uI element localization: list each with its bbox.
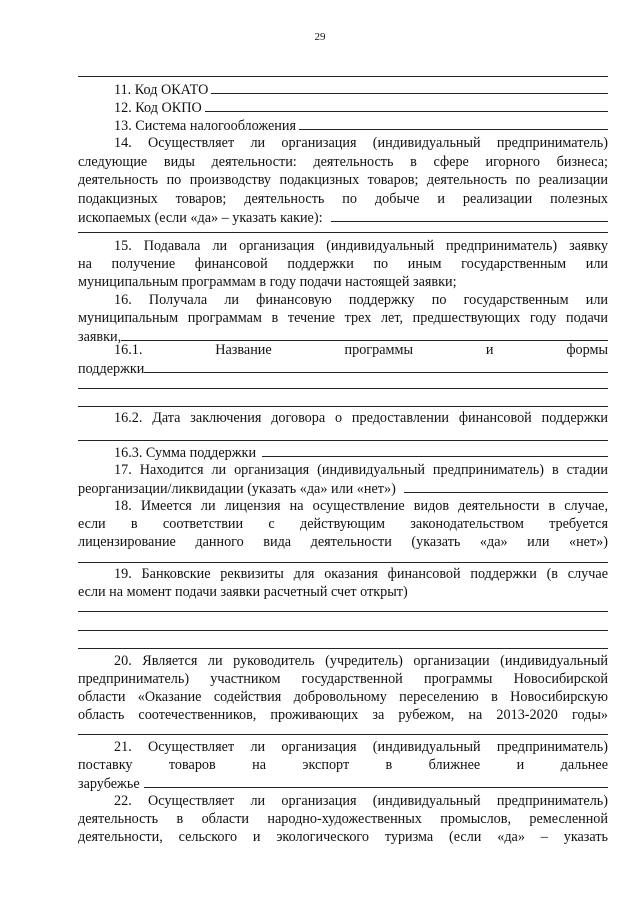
answer-line[interactable] <box>121 327 608 341</box>
q16-1-line-1 <box>114 341 608 360</box>
q22-line-1: 22. Осуществляет ли организация (индивидуальный предприниматель) <box>114 793 608 809</box>
q16-1-line-2 <box>78 359 608 379</box>
q17-line-2 <box>78 479 608 499</box>
q20-line-3: области «Оказание содействия добровольному переселению в Новосибирскую <box>78 689 608 705</box>
q16-line-1: 16. Получала ли финансовую поддержку по государственным или <box>114 292 608 308</box>
blank-line[interactable] <box>78 440 608 441</box>
answer-line[interactable] <box>262 443 608 457</box>
field-label: 11. Код ОКАТО <box>114 82 209 98</box>
field-label: поддержки <box>78 361 145 377</box>
q14-line-1: 14. Осуществляет ли организация (индивидуальный предприниматель) <box>114 135 608 151</box>
blank-line[interactable] <box>78 562 608 563</box>
q15-line-1: 15. Подавала ли организация (индивидуальный предприниматель) заявку <box>114 238 608 254</box>
answer-line[interactable] <box>299 116 608 130</box>
q22-line-3: деятельности, сельского и экологического туризма (если «да» – указать <box>78 829 608 845</box>
field-okpo <box>78 98 608 118</box>
q18-line-3: лицензирование данного вида деятельности (указать «да» или «нет») <box>78 534 608 550</box>
blank-line[interactable] <box>78 630 608 631</box>
field-label: реорганизации/ликвидации (указать «да» или «нет») <box>78 481 396 497</box>
field-label: 13. Система налогообложения <box>114 118 297 134</box>
q14-line-5 <box>78 208 608 228</box>
q20-line-4: область соотечественников, проживающих за рубежом, на 2013-2020 годы» <box>78 707 608 723</box>
q16-1-label: 16.1. Название программы и формы <box>114 342 608 358</box>
blank-line[interactable] <box>78 232 608 233</box>
q20-line-2: предприниматель) участником государственной программы Новосибирской <box>78 671 608 687</box>
field-tax-system <box>78 116 608 136</box>
q21-line-3 <box>78 774 608 794</box>
q16-line-2: муниципальным программам в течение трех лет, предшествующих году подачи <box>78 310 608 326</box>
q19-line-2: если на момент подачи заявки расчетный счет открыт) <box>78 584 408 600</box>
answer-line[interactable] <box>404 479 608 493</box>
field-label: заявки, <box>78 329 122 345</box>
q18-line-1: 18. Имеется ли лицензия на осуществление видов деятельности в случае, <box>114 498 608 514</box>
q17-line-1: 17. Находится ли организация (индивидуальный предприниматель) в стадии <box>114 462 608 478</box>
answer-line[interactable] <box>211 80 608 94</box>
field-okato <box>78 80 608 100</box>
blank-line[interactable] <box>78 734 608 735</box>
answer-line[interactable] <box>144 359 608 373</box>
field-label: ископаемых (если «да» – указать какие): <box>78 210 323 226</box>
blank-line[interactable] <box>78 388 608 389</box>
q16-2-line-1: 16.2. Дата заключения договора о предоставлении финансовой поддержки <box>114 410 608 426</box>
q18-line-2: если в соответствии с действующим законодательством требуется <box>78 516 608 532</box>
blank-line <box>78 76 608 77</box>
q21-line-2: поставку товаров на экспорт в ближнее и дальнее <box>78 757 608 773</box>
answer-line[interactable] <box>205 98 608 112</box>
field-label: 12. Код ОКПО <box>114 100 202 116</box>
q15-line-2: на получение финансовой поддержки по иным государственным или <box>78 256 608 272</box>
q14-line-3: деятельность по производству подакцизных товаров; деятельность по реализации <box>78 172 608 188</box>
blank-line[interactable] <box>78 648 608 649</box>
page-number: 29 <box>314 31 326 43</box>
q20-line-1: 20. Является ли руководитель (учредитель) организации (индивидуальный <box>114 653 608 669</box>
q19-line-1: 19. Банковские реквизиты для оказания финансовой поддержки (в случае <box>114 566 608 582</box>
answer-line[interactable] <box>144 774 608 788</box>
q21-line-1: 21. Осуществляет ли организация (индивидуальный предприниматель) <box>114 739 608 755</box>
q22-line-2: деятельность в области народно-художественных промыслов, ремесленной <box>78 811 608 827</box>
q16-3-line <box>78 443 608 463</box>
q14-line-2: следующие виды деятельности: деятельность в сфере игорного бизнеса; <box>78 154 608 170</box>
q15-line-3: муниципальным программам в году подачи настоящей заявки; <box>78 274 457 290</box>
blank-line[interactable] <box>78 406 608 407</box>
q14-line-4: подакцизных товаров; деятельность по добыче и реализации полезных <box>78 191 608 207</box>
field-label: зарубежье <box>78 776 140 792</box>
blank-line[interactable] <box>78 611 608 612</box>
answer-line[interactable] <box>331 208 608 222</box>
field-label: 16.3. Сумма поддержки <box>114 445 257 461</box>
